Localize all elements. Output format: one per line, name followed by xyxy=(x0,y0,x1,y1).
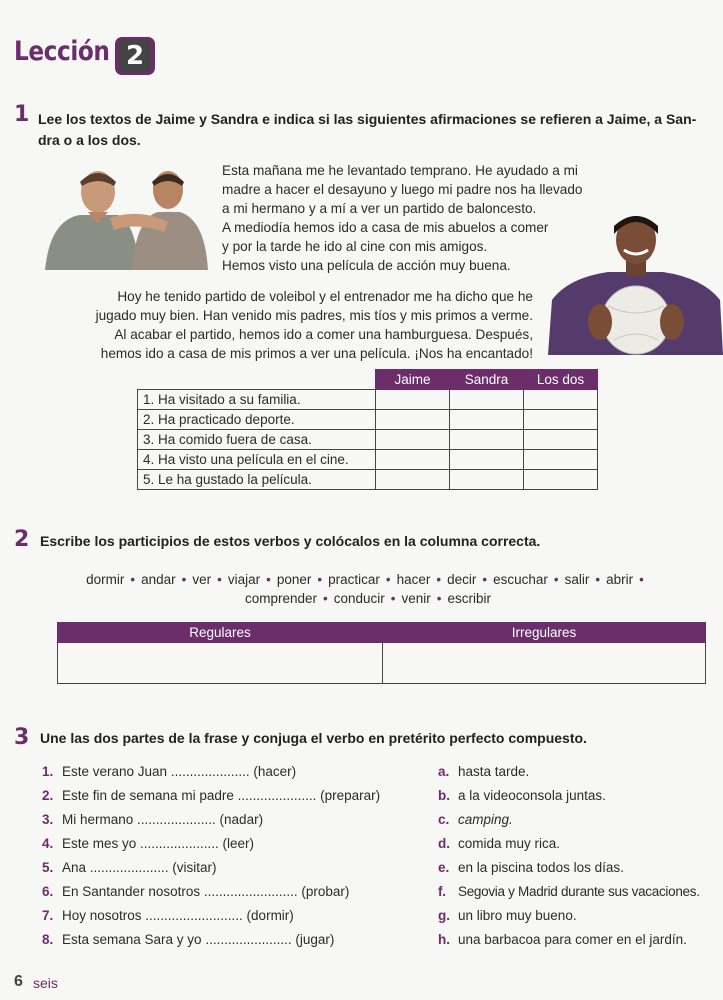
item-number: 3. xyxy=(42,812,54,827)
table-header-row xyxy=(58,623,706,643)
lesson-title: Lección xyxy=(14,36,110,67)
answer-cell-sandra[interactable] xyxy=(450,450,524,470)
item-text: En Santander nosotros ......................... (probar) xyxy=(62,884,350,899)
sandra-text-line: Al acabar el partido, hemos ido a comer una hamburguesa. Después, xyxy=(114,327,533,342)
item-text: Mi hermano ..................... (nadar) xyxy=(62,812,264,827)
sandra-volleyball-photo xyxy=(548,210,723,355)
jaime-text-line: madre a hacer el desayuno y luego mi padre nos ha llevado xyxy=(222,182,583,197)
item-text: a la videoconsola juntas. xyxy=(458,788,606,803)
bullet-separator: • xyxy=(482,572,488,587)
column-header-irregulares: Irregulares xyxy=(383,623,706,643)
table-header-row xyxy=(138,370,598,390)
table-header-empty xyxy=(138,370,376,390)
section-1-instruction-line2: dra o a los dos. xyxy=(38,132,141,148)
list-item xyxy=(42,932,334,947)
list-item xyxy=(438,812,513,827)
jaime-text-line: Esta mañana me he levantado temprano. He ayudado a mi xyxy=(222,163,578,178)
page-number-word: seis xyxy=(33,975,58,991)
jaime-sandra-table xyxy=(137,369,598,490)
statement-cell: 3. Ha comido fuera de casa. xyxy=(138,430,376,450)
table-row xyxy=(138,390,598,410)
bullet-separator: • xyxy=(436,572,442,587)
list-item xyxy=(42,860,217,875)
jaime-family-photo-illustration xyxy=(40,160,210,270)
list-item xyxy=(42,836,254,851)
verb-item: escribir xyxy=(447,591,492,606)
bullet-separator: • xyxy=(385,572,391,587)
verb-item: decir xyxy=(447,572,477,587)
verb-item: dormir xyxy=(86,572,125,587)
item-letter: b. xyxy=(438,788,450,803)
jaime-text xyxy=(222,161,602,275)
answer-cell-los-dos[interactable] xyxy=(524,410,598,430)
verb-item: poner xyxy=(276,572,312,587)
list-item xyxy=(42,764,296,779)
list-item xyxy=(438,884,700,899)
sandra-text-line: hemos ido a casa de mis primos a ver una película. ¡Nos ha encantado! xyxy=(100,346,533,361)
statement-cell: 1. Ha visitado a su familia. xyxy=(138,390,376,410)
bullet-separator: • xyxy=(181,572,187,587)
item-number: 6. xyxy=(42,884,54,899)
verb-item: hacer xyxy=(396,572,431,587)
verb-item: viajar xyxy=(227,572,261,587)
answer-cell-sandra[interactable] xyxy=(450,410,524,430)
answer-cell-sandra[interactable] xyxy=(450,390,524,410)
verb-item: conducir xyxy=(333,591,385,606)
answer-cell-jaime[interactable] xyxy=(376,410,450,430)
item-text: en la piscina todos los días. xyxy=(458,860,624,875)
item-letter: a. xyxy=(438,764,450,779)
item-letter: c. xyxy=(438,812,450,827)
answer-cell-jaime[interactable] xyxy=(376,450,450,470)
column-header-sandra: Sandra xyxy=(450,370,524,390)
lesson-number: 2 xyxy=(119,40,151,72)
section-2-number: 2 xyxy=(14,527,30,552)
verb-item: venir xyxy=(401,591,431,606)
statement-cell: 2. Ha practicado deporte. xyxy=(138,410,376,430)
list-item xyxy=(42,908,294,923)
verb-item: escuchar xyxy=(493,572,548,587)
section-1-instruction-line1: Lee los textos de Jaime y Sandra e indica si las siguientes afirmaciones se refieren a Jaime, a San- xyxy=(38,111,697,127)
jaime-text-line: a mi hermano y a mí a ver un partido de baloncesto. xyxy=(222,201,537,216)
answer-cell-irregulares[interactable] xyxy=(383,643,706,684)
answer-cell-jaime[interactable] xyxy=(376,430,450,450)
item-text: Segovia y Madrid durante sus vacaciones. xyxy=(458,884,700,899)
item-letter: f. xyxy=(438,884,446,899)
list-item xyxy=(42,812,263,827)
verb-list xyxy=(38,570,698,608)
answer-cell-los-dos[interactable] xyxy=(524,390,598,410)
bullet-separator: • xyxy=(266,572,271,587)
bullet-separator: • xyxy=(317,572,323,587)
bullet-separator: • xyxy=(130,572,136,587)
table-row xyxy=(138,450,598,470)
page-number: 6 xyxy=(14,973,23,990)
verb-item: andar xyxy=(141,572,176,587)
answer-cell-jaime[interactable] xyxy=(376,390,450,410)
bullet-separator: • xyxy=(390,591,396,606)
lesson-number-badge xyxy=(115,37,155,75)
bullet-separator: • xyxy=(436,591,442,606)
item-text: Ana ..................... (visitar) xyxy=(62,860,217,875)
item-number: 5. xyxy=(42,860,54,875)
sentence-endings-list xyxy=(438,764,722,964)
jaime-text-line: y por la tarde he ido al cine con mis amigos. xyxy=(222,239,488,254)
answer-cell-los-dos[interactable] xyxy=(524,430,598,450)
table-row xyxy=(138,470,598,490)
item-number: 8. xyxy=(42,932,54,947)
list-item xyxy=(438,836,560,851)
verb-item: salir xyxy=(564,572,590,587)
verb-item: abrir xyxy=(606,572,634,587)
answer-cell-los-dos[interactable] xyxy=(524,470,598,490)
list-item xyxy=(438,788,606,803)
bullet-separator: • xyxy=(595,572,601,587)
item-letter: e. xyxy=(438,860,450,875)
item-text: un libro muy bueno. xyxy=(458,908,577,923)
regular-irregular-table xyxy=(57,622,706,684)
jaime-text-line: Hemos visto una película de acción muy buena. xyxy=(222,258,511,273)
section-1-instruction xyxy=(38,109,718,151)
section-3-instruction: Une las dos partes de la frase y conjuga el verbo en pretérito perfecto compuesto. xyxy=(40,730,587,746)
item-number: 4. xyxy=(42,836,54,851)
column-header-regulares: Regulares xyxy=(58,623,383,643)
bullet-separator: • xyxy=(217,572,222,587)
item-text: una barbacoa para comer en el jardín. xyxy=(458,932,687,947)
item-text: comida muy rica. xyxy=(458,836,561,851)
sandra-text-line: jugado muy bien. Han venido mis padres, mis tíos y mis primos a verme. xyxy=(95,308,533,323)
item-number: 1. xyxy=(42,764,54,779)
verb-item: practicar xyxy=(328,572,380,587)
item-text: Este mes yo ..................... (leer) xyxy=(62,836,255,851)
bullet-separator: • xyxy=(323,591,328,606)
bullet-separator: • xyxy=(639,572,644,587)
item-letter: d. xyxy=(438,836,450,851)
item-text: Este fin de semana mi padre ..................... (preparar) xyxy=(62,788,381,803)
section-1-number: 1 xyxy=(14,102,30,127)
item-text: camping. xyxy=(458,812,513,827)
verb-item: comprender xyxy=(244,591,318,606)
answer-cell-sandra[interactable] xyxy=(450,430,524,450)
section-3-number: 3 xyxy=(14,725,30,750)
answer-cell-los-dos[interactable] xyxy=(524,450,598,470)
list-item xyxy=(42,884,349,899)
answer-cell-sandra[interactable] xyxy=(450,470,524,490)
list-item xyxy=(42,788,380,803)
sandra-text xyxy=(30,287,533,363)
section-2-instruction: Escribe los participios de estos verbos y colócalos en la columna correcta. xyxy=(40,533,541,549)
table-row xyxy=(138,410,598,430)
item-text: Hoy nosotros .......................... (dormir) xyxy=(62,908,294,923)
verb-list-line1 xyxy=(38,570,698,589)
bullet-separator: • xyxy=(553,572,559,587)
statement-cell: 5. Le ha gustado la película. xyxy=(138,470,376,490)
sandra-text-line: Hoy he tenido partido de voleibol y el entrenador me ha dicho que he xyxy=(117,289,533,304)
item-text: Este verano Juan ..................... (hacer) xyxy=(62,764,297,779)
item-number: 2. xyxy=(42,788,54,803)
table-row xyxy=(138,430,598,450)
jaime-family-photo xyxy=(40,160,210,270)
list-item xyxy=(438,860,624,875)
column-header-los-dos: Los dos xyxy=(524,370,598,390)
answer-cell-regulares[interactable] xyxy=(58,643,383,684)
list-item xyxy=(438,908,577,923)
jaime-text-line: A mediodía hemos ido a casa de mis abuelos a comer xyxy=(222,220,549,235)
item-text: Esta semana Sara y yo ....................... (jugar) xyxy=(62,932,335,947)
statement-cell: 4. Ha visto una película en el cine. xyxy=(138,450,376,470)
sandra-volleyball-photo-illustration xyxy=(548,210,723,355)
item-letter: h. xyxy=(438,932,450,947)
item-number: 7. xyxy=(42,908,54,923)
item-letter: g. xyxy=(438,908,450,923)
answer-cell-jaime[interactable] xyxy=(376,470,450,490)
list-item xyxy=(438,764,529,779)
table-row xyxy=(58,643,706,684)
column-header-jaime: Jaime xyxy=(376,370,450,390)
sentence-beginnings-list xyxy=(42,764,442,964)
item-text: hasta tarde. xyxy=(458,764,530,779)
verb-list-line2 xyxy=(38,589,698,608)
verb-item: ver xyxy=(192,572,212,587)
list-item xyxy=(438,932,687,947)
